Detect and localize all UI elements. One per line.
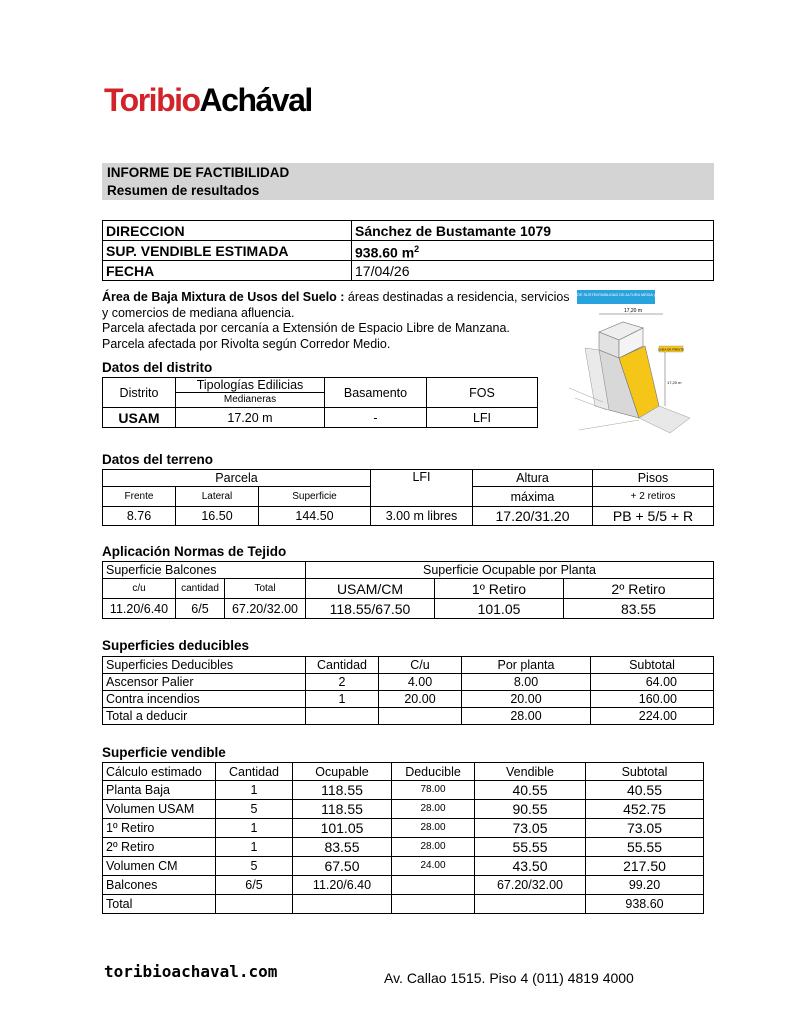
sup-value: 938.60 m xyxy=(355,244,415,261)
sup-value-cell xyxy=(352,241,714,261)
deducible-subtotal: 160.00 xyxy=(591,691,714,708)
medianeras-subheader: Medianeras xyxy=(176,393,325,408)
deducible-subtotal: 224.00 xyxy=(591,708,714,725)
vendible-name: Volumen USAM xyxy=(103,800,216,819)
retiro1-value: 101.05 xyxy=(435,599,564,619)
table-row xyxy=(103,708,714,725)
deducible-por-planta: 20.00 xyxy=(462,691,591,708)
vendible-deducible xyxy=(392,895,475,914)
vendible-name: 2º Retiro xyxy=(103,838,216,857)
vendible-subtotal: 40.55 xyxy=(586,781,704,800)
deducible-name: Total a deducir xyxy=(103,708,306,725)
lateral-header: Lateral xyxy=(176,487,259,507)
deducible-cantidad xyxy=(306,708,379,725)
vendible-subtotal: 938.60 xyxy=(586,895,704,914)
vendible-table xyxy=(102,762,704,914)
fos-header: FOS xyxy=(427,378,538,408)
deducible-name: Contra incendios xyxy=(103,691,306,708)
vendible-cantidad: 1 xyxy=(216,819,293,838)
pisos-header-2: + 2 retiros xyxy=(593,487,714,507)
terreno-section-title: Datos del terreno xyxy=(102,452,214,467)
zoning-lead: Área de Baja Mixtura de Usos del Suelo : xyxy=(102,290,345,304)
vendible-subtotal: 452.75 xyxy=(586,800,704,819)
table-row xyxy=(103,781,704,800)
deducible-cantidad: 1 xyxy=(306,691,379,708)
diagram-top-dim: 17,20 m xyxy=(623,308,643,314)
vendible-ocupable: 67.50 xyxy=(293,857,392,876)
deducibles-header-subtotal: Subtotal xyxy=(591,657,714,674)
usam-value: 118.55/67.50 xyxy=(306,599,435,619)
table-row xyxy=(103,674,714,691)
deducible-por-planta: 28.00 xyxy=(462,708,591,725)
distrito-header: Distrito xyxy=(103,378,176,408)
footer-address: Av. Callao 1515. Piso 4 (011) 4819 4000 xyxy=(384,970,634,986)
deducibles-section-title: Superficies deducibles xyxy=(102,638,250,653)
zoning-description xyxy=(102,290,572,352)
logo-part-2: Achával xyxy=(199,82,312,118)
table-row xyxy=(103,800,704,819)
table-row xyxy=(103,691,714,708)
vendible-cantidad: 1 xyxy=(216,781,293,800)
fecha-value: 17/04/26 xyxy=(352,261,714,281)
vendible-vendible xyxy=(475,895,586,914)
total-header: Total xyxy=(225,579,306,599)
retiro2-value: 83.55 xyxy=(564,599,714,619)
vendible-deducible: 28.00 xyxy=(392,838,475,857)
vendible-vendible: 73.05 xyxy=(475,819,586,838)
cu-header: c/u xyxy=(103,579,176,599)
company-logo xyxy=(104,82,312,119)
altura-header-2: máxima xyxy=(473,487,593,507)
deducible-cantidad: 2 xyxy=(306,674,379,691)
balcones-header: Superficie Balcones xyxy=(103,562,306,579)
deducibles-header-por-planta: Por planta xyxy=(462,657,591,674)
deducibles-header-name: Superficies Deducibles xyxy=(103,657,306,674)
vendible-vendible: 67.20/32.00 xyxy=(475,876,586,895)
building-diagram xyxy=(555,288,715,448)
altura-value: 17.20/31.20 xyxy=(473,507,593,526)
cantidad-value: 6/5 xyxy=(176,599,225,619)
vendible-ocupable: 118.55 xyxy=(293,800,392,819)
pisos-header: Pisos xyxy=(593,470,714,487)
frente-header: Frente xyxy=(103,487,176,507)
vendible-deducible: 78.00 xyxy=(392,781,475,800)
vendible-subtotal: 55.55 xyxy=(586,838,704,857)
lfi-value: 3.00 m libres xyxy=(371,507,473,526)
zoning-line-3: Parcela afectada por Rivolta según Corredor Medio. xyxy=(102,336,391,351)
vendible-header-deducible: Deducible xyxy=(392,763,475,781)
deducibles-table xyxy=(102,656,714,725)
distrito-table xyxy=(102,377,538,428)
report-banner xyxy=(102,163,714,200)
deducible-subtotal: 64.00 xyxy=(591,674,714,691)
vendible-ocupable: 101.05 xyxy=(293,819,392,838)
superficie-header: Superficie xyxy=(259,487,371,507)
diagram-lfi-label: LINEA DE FRENTE xyxy=(657,347,685,352)
vendible-ocupable xyxy=(293,895,392,914)
cu-value: 11.20/6.40 xyxy=(103,599,176,619)
lfi-header: LFI xyxy=(371,470,473,507)
deducible-cu: 20.00 xyxy=(379,691,462,708)
distrito-value: USAM xyxy=(103,408,176,428)
tejido-section-title: Aplicación Normas de Tejido xyxy=(102,544,287,559)
report-title: INFORME DE FACTIBILIDAD xyxy=(107,165,290,180)
direccion-label: DIRECCION xyxy=(103,221,352,241)
vendible-name: Planta Baja xyxy=(103,781,216,800)
distrito-section-title: Datos del distrito xyxy=(102,360,213,375)
vendible-header-vendible: Vendible xyxy=(475,763,586,781)
deducible-name: Ascensor Palier xyxy=(103,674,306,691)
vendible-header-cantidad: Cantidad xyxy=(216,763,293,781)
vendible-cantidad xyxy=(216,895,293,914)
vendible-subtotal: 99.20 xyxy=(586,876,704,895)
vendible-cantidad: 5 xyxy=(216,800,293,819)
total-value: 67.20/32.00 xyxy=(225,599,306,619)
vendible-cantidad: 1 xyxy=(216,838,293,857)
fos-value: LFI xyxy=(427,408,538,428)
footer-url[interactable]: toribioachaval.com xyxy=(104,962,278,981)
vendible-header-calculo: Cálculo estimado xyxy=(103,763,216,781)
report-subtitle: Resumen de resultados xyxy=(107,183,260,198)
vendible-ocupable: 118.55 xyxy=(293,781,392,800)
basamento-header: Basamento xyxy=(325,378,427,408)
tejido-table xyxy=(102,561,714,619)
table-row xyxy=(103,838,704,857)
sup-label: SUP. VENDIBLE ESTIMADA xyxy=(103,241,352,261)
table-row xyxy=(103,819,704,838)
vendible-name: 1º Retiro xyxy=(103,819,216,838)
deducibles-header-cu: C/u xyxy=(379,657,462,674)
vendible-deducible: 28.00 xyxy=(392,819,475,838)
terreno-table xyxy=(102,469,714,526)
altura-header: Altura xyxy=(473,470,593,487)
vendible-ocupable: 11.20/6.40 xyxy=(293,876,392,895)
tipologias-header: Tipologías Edilicias xyxy=(176,378,325,393)
deducible-cu: 4.00 xyxy=(379,674,462,691)
diagram-badge-text: UNIDAD DE SUSTENTABILIDAD DE ALTURA MEDIA (U.S.A.M) xyxy=(561,293,671,297)
vendible-section-title: Superficie vendible xyxy=(102,745,226,760)
ocupable-header: Superficie Ocupable por Planta xyxy=(306,562,714,579)
zoning-line-2: Parcela afectada por cercanía a Extensión de Espacio Libre de Manzana. xyxy=(102,321,510,335)
retiro2-header: 2º Retiro xyxy=(564,579,714,599)
vendible-deducible: 24.00 xyxy=(392,857,475,876)
logo-part-1: Toribio xyxy=(104,82,200,118)
deducible-por-planta: 8.00 xyxy=(462,674,591,691)
superficie-value: 144.50 xyxy=(259,507,371,526)
sup-unit-exponent: 2 xyxy=(414,243,420,254)
vendible-vendible: 43.50 xyxy=(475,857,586,876)
vendible-vendible: 90.55 xyxy=(475,800,586,819)
basamento-value: - xyxy=(325,408,427,428)
parcela-header: Parcela xyxy=(103,470,371,487)
vendible-header-subtotal: Subtotal xyxy=(586,763,704,781)
vendible-name: Balcones xyxy=(103,876,216,895)
summary-table xyxy=(102,220,714,281)
vendible-cantidad: 5 xyxy=(216,857,293,876)
cantidad-header: cantidad xyxy=(176,579,225,599)
direccion-value: Sánchez de Bustamante 1079 xyxy=(352,221,714,241)
vendible-deducible: 28.00 xyxy=(392,800,475,819)
deducibles-header-cantidad: Cantidad xyxy=(306,657,379,674)
vendible-name: Volumen CM xyxy=(103,857,216,876)
medianeras-value: 17.20 m xyxy=(176,408,325,428)
vendible-ocupable: 83.55 xyxy=(293,838,392,857)
vendible-header-ocupable: Ocupable xyxy=(293,763,392,781)
fecha-label: FECHA xyxy=(103,261,352,281)
vendible-subtotal: 73.05 xyxy=(586,819,704,838)
pisos-value: PB + 5/5 + R xyxy=(593,507,714,526)
vendible-name: Total xyxy=(103,895,216,914)
frente-value: 8.76 xyxy=(103,507,176,526)
vendible-cantidad: 6/5 xyxy=(216,876,293,895)
table-row xyxy=(103,876,704,895)
table-row xyxy=(103,895,704,914)
retiro1-header: 1º Retiro xyxy=(435,579,564,599)
vendible-vendible: 55.55 xyxy=(475,838,586,857)
deducible-cu xyxy=(379,708,462,725)
vendible-vendible: 40.55 xyxy=(475,781,586,800)
diagram-side-dim: 17,20 m xyxy=(667,380,682,385)
vendible-subtotal: 217.50 xyxy=(586,857,704,876)
zoning-lead-rest: áreas destinadas a residencia, servicios y comercios de mediana afluencia. xyxy=(102,290,570,320)
table-row xyxy=(103,857,704,876)
vendible-deducible xyxy=(392,876,475,895)
lateral-value: 16.50 xyxy=(176,507,259,526)
usam-header: USAM/CM xyxy=(306,579,435,599)
